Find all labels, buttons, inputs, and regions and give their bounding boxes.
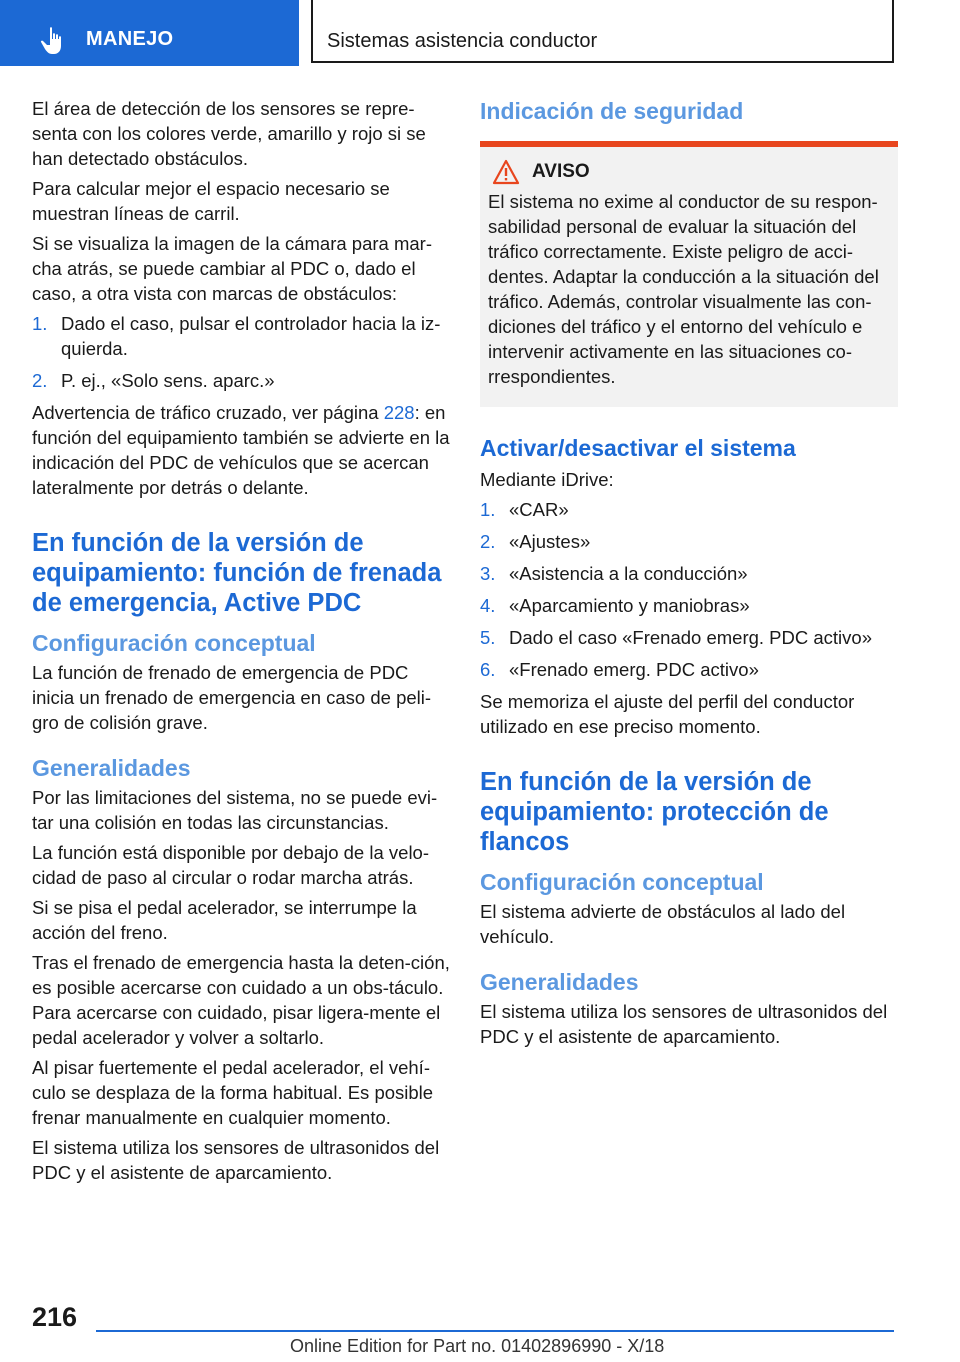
list-text: «Asistencia a la conducción» [509,563,748,584]
list-number: 4. [480,595,496,616]
concept-paragraph: La función de frenado de emergencia de PDC inicia un frenado de emergencia en caso de peli-gro de colisión grave. [32,662,432,733]
activate-note: Se memoriza el ajuste del perfil del conductor utilizado en ese preciso momento. [480,691,855,737]
list-number: 3. [480,563,496,584]
warning-header [488,159,890,185]
list-text: «Ajustes» [509,531,591,552]
list-number: 1. [32,313,48,334]
right-column [480,96,898,1054]
intro-paragraph: Para calcular mejor el espacio necesario se muestran líneas de carril. [32,178,390,224]
activate-steps-list [480,497,898,682]
list-number: 1. [480,499,496,520]
list-item [480,529,898,554]
page-header [0,0,960,66]
list-number: 2. [480,531,496,552]
list-item [32,368,450,393]
subheading: Generalidades [32,755,191,781]
list-text: «Aparcamiento y maniobras» [509,595,750,616]
warning-box [480,141,898,407]
warning-label: AVISO [532,161,590,182]
page-number: 216 [32,1302,78,1332]
general-paragraph: Por las limitaciones del sistema, no se puede evi-tar una colisión en todas las circunstancias. [32,787,438,833]
list-item [480,497,898,522]
footer-divider [96,1330,894,1332]
subheading: Generalidades [480,969,639,995]
general-paragraph: Tras el frenado de emergencia hasta la deten-ción, es posible acercarse con cuidado a un obs-táculo. Para acercarse con cuidado, pisar ligera-mente el pedal acelerador y volver a soltarlo. [32,952,450,1048]
list-item [480,625,898,650]
list-text: P. ej., «Solo sens. aparc.» [61,370,275,391]
list-text: «Frenado emerg. PDC activo» [509,659,759,680]
warning-text: El sistema no exime al conductor de su respon-sabilidad personal de evaluar la situación del tráfico correctamente. Existe peligro de acci-dentes. Adaptar la conducción a la situación del tráfico. Además, controlar visualmente las con-diciones del tráfico y el entorno del vehículo e intervenir activamente en las situaciones co-rrespondientes. [488,191,879,387]
page-link[interactable]: 228 [383,402,415,423]
concept-paragraph: El sistema advierte de obstáculos al lado del vehículo. [480,901,846,947]
general-paragraph: Si se pisa el pedal acelerador, se interrumpe la acción del freno. [32,897,417,943]
list-text: Dado el caso, pulsar el controlador hacia la iz-quierda. [61,313,441,359]
steps-list [32,311,450,393]
crosstraffic-text: Advertencia de tráfico cruzado, ver página [32,402,384,423]
section-heading: Activar/desactivar el sistema [480,435,796,461]
intro-paragraph: El área de detección de los sensores se repre-senta con los colores verde, amarillo y rojo si se han detectado obstáculos. [32,98,426,169]
activate-intro: Mediante iDrive: [480,469,614,490]
section-heading: En función de la versión de equipamiento: protección de flancos [480,768,829,856]
general-paragraph: El sistema utiliza los sensores de ultrasonidos del PDC y el asistente de aparcamiento. [32,1137,440,1183]
list-item [480,593,898,618]
list-item [480,561,898,586]
list-text: «CAR» [509,499,569,520]
chapter-title: Sistemas asistencia conductor [327,30,598,52]
list-text: Dado el caso «Frenado emerg. PDC activo» [509,627,872,648]
list-item [480,657,898,682]
list-number: 2. [32,370,48,391]
list-item [32,311,450,361]
chapter-box [311,0,894,63]
list-number: 5. [480,627,496,648]
section-label: MANEJO [86,28,174,50]
hand-steering-icon [38,26,68,56]
list-number: 6. [480,659,496,680]
crosstraffic-text-cont: : en función del equipamiento también se advierte en la indicación del PDC de vehículos que se acercan lateralmente por detrás o delante. [32,402,450,498]
general-paragraph: Al pisar fuertemente el pedal acelerador, el vehí-culo se desplaza de la forma habitual. Es posible frenar manualmente en cualquier momento. [32,1057,434,1128]
crosstraffic-paragraph [32,400,450,500]
general-paragraph: El sistema utiliza los sensores de ultrasonidos del PDC y el asistente de aparcamiento. [480,1001,888,1047]
general-paragraph: La función está disponible por debajo de la velo-cidad de paso al circular o rodar marcha atrás. [32,842,430,888]
edition-note: Online Edition for Part no. 01402896990 - X/18 [290,1336,665,1356]
section-heading: En función de la versión de equipamiento: función de frenada de emergencia, Active PDC [32,529,442,617]
warning-triangle-icon [492,159,520,185]
section-tab[interactable] [0,0,299,66]
left-column [32,96,450,1190]
safety-heading: Indicación de seguridad [480,98,744,124]
intro-paragraph: Si se visualiza la imagen de la cámara para mar-cha atrás, se puede cambiar al PDC o, dado el caso, a otra vista con marcas de obstáculos: [32,233,432,304]
subheading: Configuración conceptual [32,630,316,656]
subheading: Configuración conceptual [480,869,764,895]
